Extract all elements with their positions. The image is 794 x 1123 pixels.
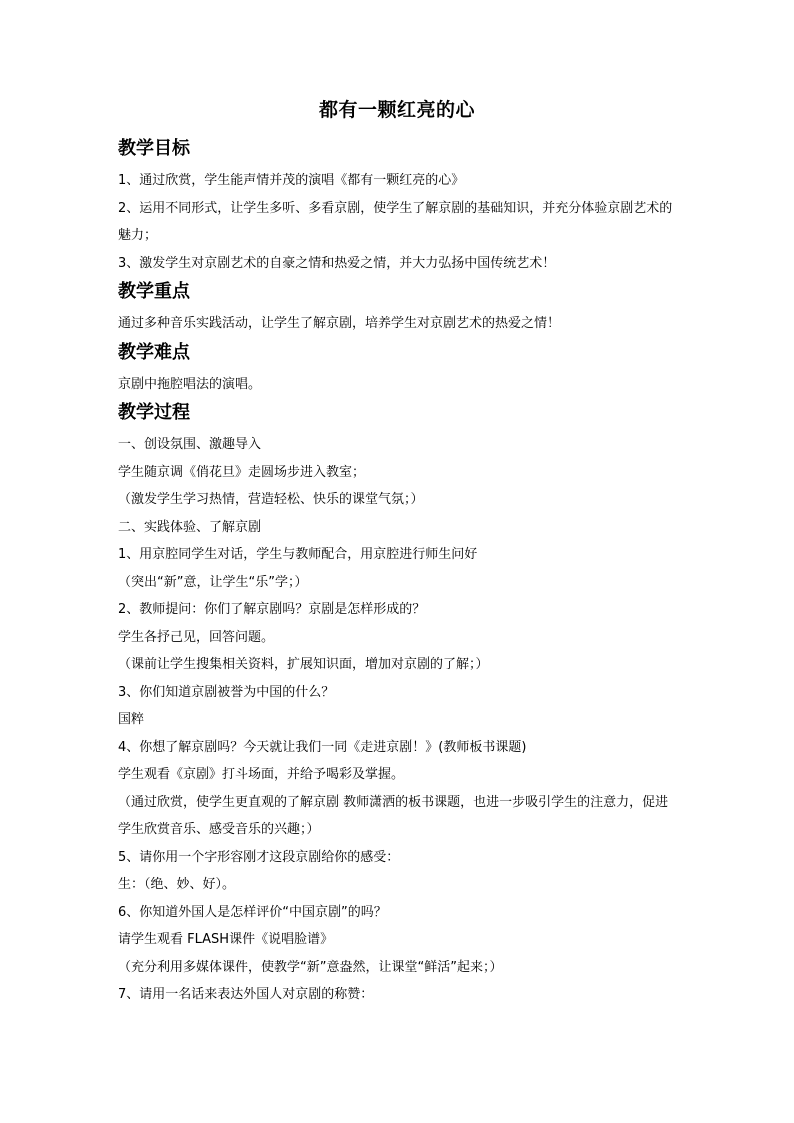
paragraph: 6、你知道外国人是怎样评价“中国京剧”的吗？	[118, 904, 387, 920]
paragraph: 学生随京调《俏花旦》走圆场步进入教室；	[118, 464, 366, 480]
paragraph: 7、请用一名话来表达外国人对京剧的称赞：	[118, 987, 374, 1002]
section-teaching-focus	[118, 277, 678, 338]
paragraph: （课前让学生搜集相关资料，扩展知识面，增加对京剧的了解；）	[118, 657, 489, 672]
section-heading: 教学难点	[118, 341, 190, 363]
document-title: 都有一颗红亮的心	[318, 99, 475, 121]
paragraph: 4、你想了解京剧吗？今天就让我们一同《走进京剧！》(教师板书课题)	[118, 739, 527, 755]
section-teaching-goals	[118, 134, 678, 277]
paragraph: 学生各抒己见，回答问题。	[118, 629, 275, 645]
paragraph: 2、运用不同形式，让学生多听、多看京剧，使学生了解京剧的基础知识，并充分体验京剧艺术的魅力；	[118, 200, 673, 243]
document-body	[118, 134, 678, 1009]
paragraph: 一、创设氛围、激趣导入	[118, 437, 262, 452]
paragraph: 1、通过欣赏，学生能声情并茂的演唱《都有一颗红亮的心》	[118, 173, 465, 188]
paragraph: 国粹	[118, 712, 145, 727]
paragraph: （通过欣赏，使学生更直观的了解京剧 教师潇洒的板书课题，也进一步吸引学生的注意力，促进学生欣赏音乐、感受音乐的兴趣；）	[118, 794, 669, 837]
paragraph: 学生观看《京剧》打斗场面，并给予喝彩及掌握。	[118, 767, 405, 782]
paragraph: 5、请你用一个字形容刚才这段京剧给你的感受：	[118, 849, 400, 865]
paragraph: （激发学生学习热情，营造轻松、快乐的课堂气氛；）	[118, 492, 424, 507]
paragraph: 2、教师提问：你们了解京剧吗？京剧是怎样形成的？	[118, 602, 426, 617]
paragraph: 3、你们知道京剧被誉为中国的什么？	[118, 684, 335, 700]
paragraph: （充分利用多媒体课件，使教学“新”意盎然，让课堂“鲜活”起来；）	[118, 959, 503, 975]
paragraph: （突出“新”意，让学生“乐”学；）	[118, 574, 308, 590]
paragraph: 1、用京腔同学生对话，学生与教师配合，用京腔进行师生问好	[118, 547, 478, 562]
section-heading: 教学目标	[118, 138, 190, 159]
paragraph: 请学生观看 FLASH课件《说唱脸谱》	[118, 932, 334, 947]
paragraph: 3、激发学生对京剧艺术的自豪之情和热爱之情，并大力弘扬中国传统艺术！	[118, 255, 556, 271]
paragraph: 生：（绝、妙、好）。	[118, 877, 236, 892]
paragraph: 二、实践体验、了解京剧	[118, 519, 262, 535]
paragraph: 京剧中拖腔唱法的演唱。	[118, 376, 262, 392]
paragraph: 通过多种音乐实践活动，让学生了解京剧，培养学生对京剧艺术的热爱之情！	[118, 316, 561, 331]
section-teaching-difficulty	[118, 338, 678, 399]
section-heading: 教学过程	[118, 402, 190, 423]
section-heading: 教学重点	[118, 281, 190, 302]
section-teaching-process	[118, 398, 678, 1009]
